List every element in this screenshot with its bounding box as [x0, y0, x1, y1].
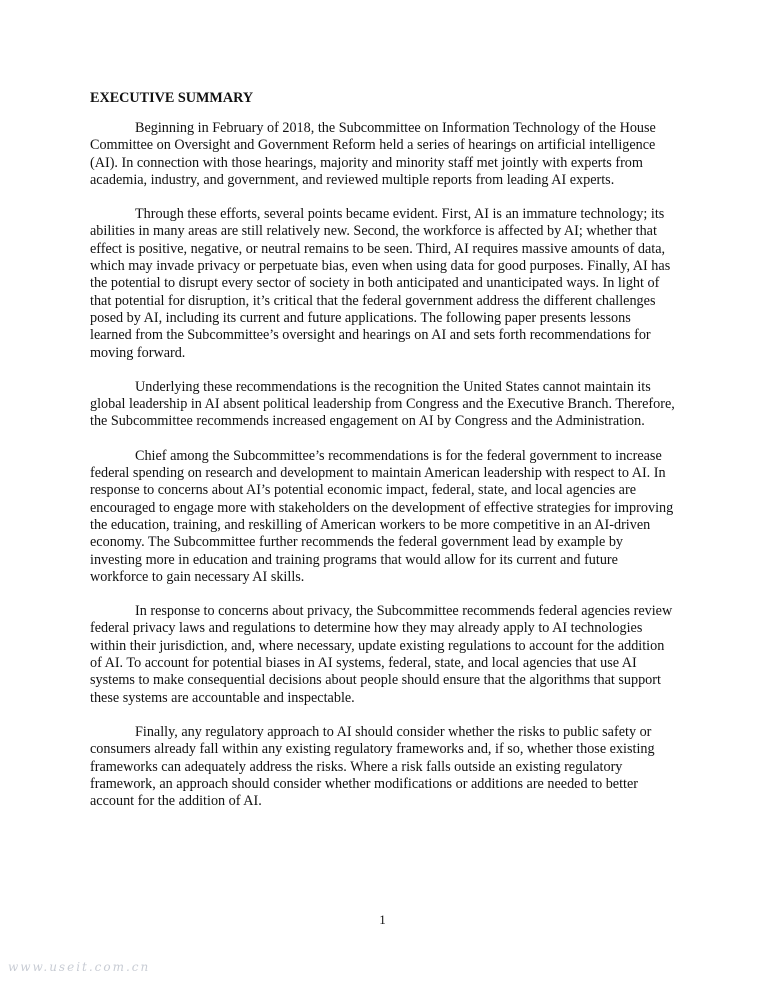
section-heading: EXECUTIVE SUMMARY: [90, 90, 254, 106]
paragraph-3: Underlying these recommendations is the recognition the United States cannot maintain its global leadership in AI absent political leadership from Congress and the Executive Branch. Therefore, the Subcommittee recommends increased engagement on AI by Congress and the Administration.: [90, 378, 675, 430]
watermark: www.useit.com.cn: [8, 960, 151, 974]
paragraph-5: In response to concerns about privacy, the Subcommittee recommends federal agencies review federal privacy laws and regulations to determine how they may already apply to AI technologies within their jurisdiction, and, where necessary, update existing regulations to account for the addition of AI. To account for potential biases in AI systems, federal, state, and local agencies that use AI systems to make consequential decisions about people should ensure that the algorithms that support these systems are accountable and inspectable.: [90, 603, 673, 706]
paragraph-1: Beginning in February of 2018, the Subcommittee on Information Technology of the House Committee on Oversight and Government Reform held a series of hearings on artificial intelligence (AI). In connection with those hearings, majority and minority staff met jointly with experts from academia, industry, and government, and reviewed multiple reports from leading AI experts.: [90, 120, 656, 188]
document-body: [90, 88, 675, 827]
page-number: 1: [379, 912, 386, 927]
paragraph-6: Finally, any regulatory approach to AI should consider whether the risks to public safety or consumers already fall within any existing regulatory frameworks and, if so, whether those existing frameworks can adequately address the risks. Where a risk falls outside an existing regulatory framework, an approach should consider whether modifications or additions are needed to better account for the addition of AI.: [90, 723, 655, 810]
paragraph-4: Chief among the Subcommittee’s recommendations is for the federal government to increase federal spending on research and development to maintain American leadership with respect to AI. In response to concerns about AI’s potential economic impact, federal, state, and local agencies are encouraged to engage more with stakeholders on the development of effective strategies for improving the education, training, and reskilling of American workers to be more competitive in an AI-driven economy. The Subcommittee further recommends the federal government lead by example by investing more in education and training programs that would allow for its current and future workforce to gain necessary AI skills.: [90, 447, 674, 585]
paragraph-2: Through these efforts, several points became evident. First, AI is an immature technology; its abilities in many areas are still relatively new. Second, the workforce is affected by AI; whether that effect is positive, negative, or neutral remains to be seen. Third, AI requires massive amounts of data, which may invade privacy or perpetuate bias, even when using data for good purposes. Finally, AI has the potential to disrupt every sector of society in both anticipated and unanticipated ways. In light of that potential for disruption, it’s critical that the federal government address the different challenges posed by AI, including its current and future applications. The following paper presents lessons learned from the Subcommittee’s oversight and hearings on AI and sets forth recommendations for moving forward.: [90, 206, 671, 361]
